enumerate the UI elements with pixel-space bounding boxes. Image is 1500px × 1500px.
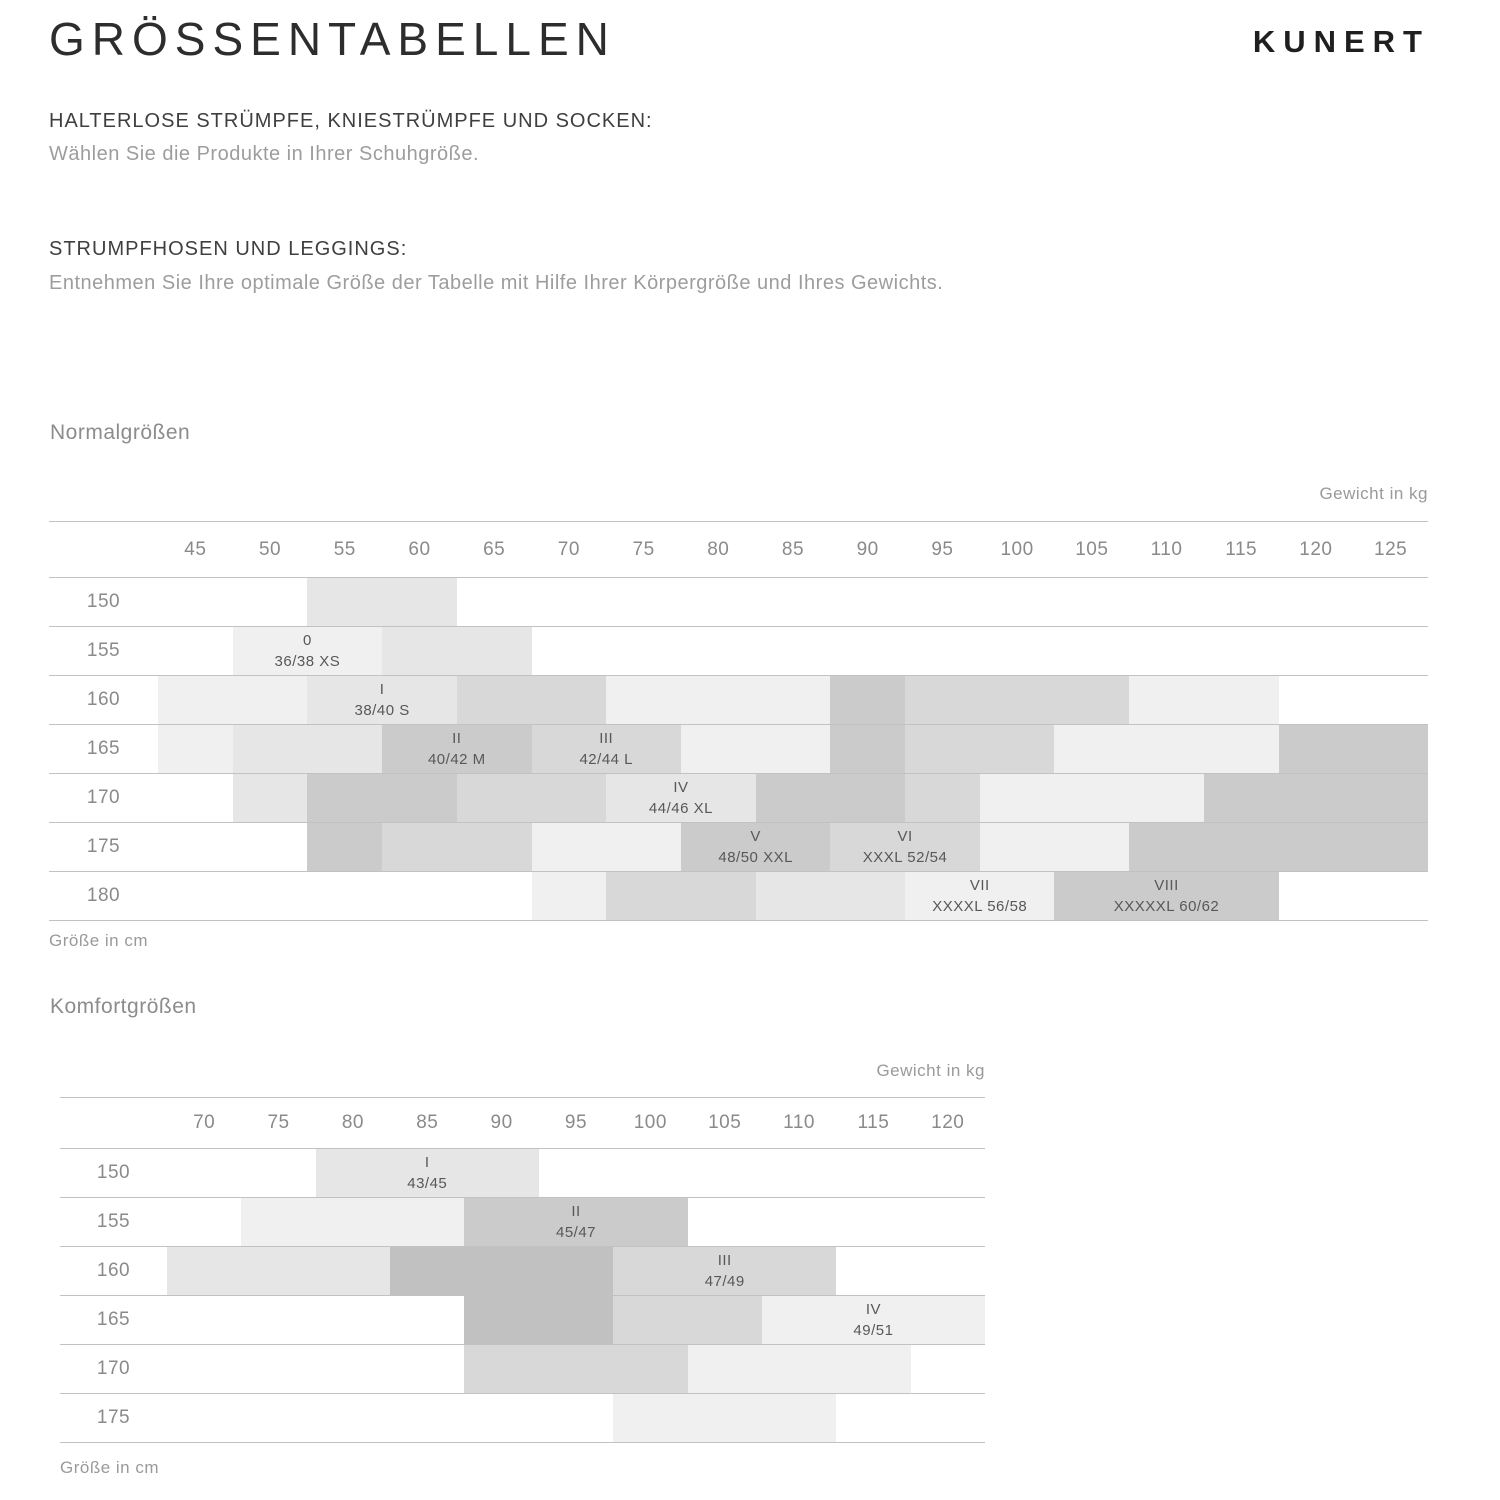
table-cell [532, 578, 607, 626]
table-cell [539, 1394, 613, 1442]
weight-tick: 50 [258, 538, 282, 560]
table-cell [464, 1296, 538, 1344]
weight-tick: 115 [857, 1112, 890, 1133]
table-cell [980, 823, 1055, 871]
height-row-header: 155 [96, 1211, 131, 1232]
section-heading-socks: HALTERLOSE STRÜMPFE, KNIESTRÜMPFE UND SOCKEN: [49, 110, 653, 132]
table-cell [158, 823, 233, 871]
table-cell [911, 1149, 985, 1197]
table-cell [606, 872, 681, 920]
table-cell [836, 1198, 910, 1246]
column-header-row [49, 522, 1428, 578]
size-label: 0 36/38 XS [274, 632, 341, 670]
weight-tick: 95 [564, 1112, 588, 1133]
table-cell [316, 1198, 390, 1246]
table-cell [390, 1198, 464, 1246]
height-row-header: 150 [86, 591, 121, 612]
table-cell [1279, 676, 1354, 724]
chart-title-normalgroessen: Normalgrößen [50, 421, 191, 444]
table-cell [1353, 676, 1428, 724]
weight-tick: 120 [1299, 538, 1333, 560]
table-cell [1353, 725, 1428, 773]
table-cell [307, 578, 382, 626]
table-cell [681, 627, 756, 675]
table-cell [613, 1296, 687, 1344]
table-cell [457, 872, 532, 920]
table-cell [681, 578, 756, 626]
table-cell [606, 676, 681, 724]
table-cell [1204, 578, 1279, 626]
table-cell [830, 725, 905, 773]
table-cell [613, 1149, 687, 1197]
table-cell [464, 1394, 538, 1442]
weight-axis-label: Gewicht in kg [876, 1061, 985, 1080]
table-cell [1279, 578, 1354, 626]
table-cell [606, 823, 681, 871]
table-cell [1054, 627, 1129, 675]
table-cell [464, 1149, 538, 1197]
table-cell [158, 774, 233, 822]
weight-tick: 60 [408, 538, 431, 560]
height-row-header: 160 [96, 1260, 131, 1281]
table-cell [905, 676, 980, 724]
table-cell [756, 872, 831, 920]
table-cell [382, 823, 457, 871]
table-cell [1129, 725, 1204, 773]
table-cell [613, 1198, 687, 1246]
table-cell [688, 1296, 762, 1344]
table-cell [681, 725, 756, 773]
table-cell [241, 1247, 315, 1295]
table-cell [539, 1149, 613, 1197]
height-row-header: 150 [96, 1162, 131, 1183]
size-table-normalgroessen [49, 521, 1428, 921]
size-label: VIII XXXXXL 60/62 [1113, 877, 1220, 915]
section-heading-tights: STRUMPFHOSEN UND LEGGINGS: [49, 238, 408, 260]
table-cell [307, 872, 382, 920]
table-row [49, 627, 1428, 676]
table-cell [158, 725, 233, 773]
weight-tick: 80 [707, 538, 730, 560]
weight-tick: 95 [931, 538, 954, 560]
weight-tick: 45 [184, 538, 207, 560]
table-cell [830, 676, 905, 724]
table-cell [1129, 823, 1204, 871]
table-cell [830, 774, 905, 822]
weight-tick: 105 [708, 1112, 742, 1133]
table-cell [1129, 627, 1204, 675]
table-cell [307, 823, 382, 871]
table-cell [316, 1345, 390, 1393]
table-cell [762, 1296, 836, 1344]
table-cell [688, 1149, 762, 1197]
page-title: GRÖSSENTABELLEN [49, 13, 616, 65]
table-cell [167, 1345, 241, 1393]
table-cell [762, 1345, 836, 1393]
table-cell [1353, 872, 1428, 920]
section-body-socks: Wählen Sie die Produkte in Ihrer Schuhgröße. [49, 143, 479, 165]
table-cell [762, 1198, 836, 1246]
weight-tick: 85 [416, 1112, 439, 1133]
size-table-komfortgroessen [60, 1097, 985, 1443]
brand-logo: KUNERT [1252, 24, 1430, 59]
table-cell [1279, 725, 1354, 773]
table-cell [316, 1394, 390, 1442]
table-cell [1353, 823, 1428, 871]
table-cell [762, 1247, 836, 1295]
table-cell [167, 1149, 241, 1197]
table-cell [756, 774, 831, 822]
table-cell [836, 1247, 910, 1295]
table-row [60, 1345, 985, 1394]
height-row-header: 170 [86, 787, 121, 808]
height-row-header: 175 [96, 1407, 131, 1428]
table-cell [457, 578, 532, 626]
table-cell [532, 676, 607, 724]
table-cell [756, 725, 831, 773]
chart-title-komfortgroessen: Komfortgrößen [50, 995, 197, 1018]
table-cell [167, 1394, 241, 1442]
table-row [49, 676, 1428, 725]
table-cell [836, 1394, 910, 1442]
weight-tick: 70 [193, 1112, 216, 1133]
table-cell [1054, 578, 1129, 626]
table-cell [836, 1149, 910, 1197]
table-cell [1054, 774, 1129, 822]
table-cell [382, 774, 457, 822]
table-cell [1129, 676, 1204, 724]
table-cell [1054, 823, 1129, 871]
height-row-header: 155 [86, 640, 121, 661]
table-cell [158, 872, 233, 920]
table-cell [233, 872, 308, 920]
section-body-tights: Entnehmen Sie Ihre optimale Größe der Tabelle mit Hilfe Ihrer Körpergröße und Ihres Gewichts. [49, 272, 944, 294]
table-cell [233, 676, 308, 724]
table-cell [241, 1149, 315, 1197]
table-cell [1353, 774, 1428, 822]
height-axis-label: Größe in cm [49, 931, 149, 950]
table-cell [241, 1198, 315, 1246]
table-cell [382, 872, 457, 920]
weight-tick: 110 [783, 1112, 815, 1133]
table-cell [688, 1198, 762, 1246]
table-cell [158, 676, 233, 724]
table-cell [464, 1247, 538, 1295]
table-cell [1279, 823, 1354, 871]
size-label: III 47/49 [704, 1252, 745, 1290]
table-cell [1204, 774, 1279, 822]
table-cell [911, 1296, 985, 1344]
table-cell [316, 1296, 390, 1344]
table-cell [1279, 774, 1354, 822]
weight-tick: 55 [333, 538, 356, 560]
table-cell [233, 578, 308, 626]
table-cell [233, 823, 308, 871]
table-cell [158, 627, 233, 675]
height-row-header: 165 [86, 738, 121, 759]
table-cell [307, 725, 382, 773]
weight-tick: 125 [1374, 538, 1408, 560]
weight-tick: 100 [1000, 538, 1034, 560]
table-cell [1279, 627, 1354, 675]
table-cell [532, 823, 607, 871]
table-cell [464, 1198, 538, 1246]
table-cell [1054, 676, 1129, 724]
table-row [60, 1247, 985, 1296]
table-row [60, 1296, 985, 1345]
table-cell [390, 1394, 464, 1442]
table-cell [464, 1345, 538, 1393]
table-cell [756, 627, 831, 675]
table-cell [980, 676, 1055, 724]
table-cell [167, 1296, 241, 1344]
table-cell [905, 774, 980, 822]
table-cell [390, 1296, 464, 1344]
weight-tick: 90 [856, 538, 879, 560]
size-label: I 38/40 S [354, 681, 410, 719]
table-cell [911, 1198, 985, 1246]
size-label: II 40/42 M [427, 730, 486, 768]
table-cell [1204, 823, 1279, 871]
size-label: III 42/44 L [579, 730, 634, 768]
table-cell [911, 1394, 985, 1442]
table-cell [158, 578, 233, 626]
height-row-header: 170 [96, 1358, 131, 1379]
table-cell [307, 774, 382, 822]
table-cell [613, 1345, 687, 1393]
table-cell [613, 1394, 687, 1442]
weight-tick: 75 [632, 538, 655, 560]
table-cell [756, 676, 831, 724]
column-header-row [60, 1098, 985, 1149]
size-label: IV 49/51 [853, 1301, 894, 1339]
table-cell [980, 725, 1055, 773]
size-label: I 43/45 [407, 1154, 448, 1192]
height-row-header: 160 [86, 689, 121, 710]
table-cell [836, 1345, 910, 1393]
weight-axis-label: Gewicht in kg [1319, 484, 1428, 503]
table-row [49, 872, 1428, 921]
weight-tick: 90 [490, 1112, 513, 1133]
table-cell [762, 1394, 836, 1442]
table-cell [756, 578, 831, 626]
table-cell [1204, 676, 1279, 724]
table-cell [1353, 578, 1428, 626]
table-cell [539, 1345, 613, 1393]
table-cell [762, 1149, 836, 1197]
table-cell [390, 1247, 464, 1295]
table-row [49, 774, 1428, 823]
table-cell [316, 1247, 390, 1295]
weight-tick: 85 [781, 538, 805, 560]
table-cell [830, 578, 905, 626]
table-cell [241, 1296, 315, 1344]
table-row [60, 1149, 985, 1198]
table-cell [1353, 627, 1428, 675]
height-row-header: 180 [86, 885, 121, 906]
height-row-header: 165 [96, 1309, 131, 1330]
table-cell [316, 1149, 390, 1197]
size-label: VI XXXL 52/54 [862, 828, 948, 866]
table-cell [688, 1394, 762, 1442]
table-cell [539, 1296, 613, 1344]
table-cell [167, 1198, 241, 1246]
table-cell [606, 578, 681, 626]
table-cell [457, 627, 532, 675]
table-cell [681, 872, 756, 920]
table-cell [613, 1247, 687, 1295]
table-cell [532, 774, 607, 822]
table-cell [382, 578, 457, 626]
table-row [49, 823, 1428, 872]
weight-tick: 120 [931, 1112, 965, 1133]
table-cell [980, 578, 1055, 626]
table-row [60, 1198, 985, 1247]
table-cell [905, 578, 980, 626]
weight-tick: 80 [341, 1112, 364, 1133]
weight-tick: 70 [557, 538, 580, 560]
weight-tick: 115 [1225, 538, 1258, 560]
table-cell [233, 774, 308, 822]
weight-tick: 65 [483, 538, 506, 560]
size-label: VII XXXXL 56/58 [932, 877, 1028, 915]
height-axis-label: Größe in cm [60, 1458, 160, 1477]
table-cell [457, 823, 532, 871]
table-cell [167, 1247, 241, 1295]
table-cell [1279, 872, 1354, 920]
table-cell [241, 1345, 315, 1393]
table-cell [980, 627, 1055, 675]
table-cell [1054, 725, 1129, 773]
weight-tick: 100 [633, 1112, 667, 1133]
table-row [49, 578, 1428, 627]
height-row-header: 175 [86, 836, 121, 857]
table-cell [382, 627, 457, 675]
table-cell [980, 774, 1055, 822]
size-label: V 48/50 XXL [718, 828, 793, 866]
weight-tick: 105 [1075, 538, 1109, 560]
table-cell [457, 676, 532, 724]
table-row [60, 1394, 985, 1443]
table-cell [233, 725, 308, 773]
size-label: IV 44/46 XL [648, 779, 713, 817]
table-cell [390, 1345, 464, 1393]
size-label: II 45/47 [555, 1203, 597, 1241]
table-row [49, 725, 1428, 774]
table-cell [606, 627, 681, 675]
table-cell [688, 1345, 762, 1393]
table-cell [457, 774, 532, 822]
table-cell [241, 1394, 315, 1442]
table-cell [830, 872, 905, 920]
table-cell [905, 627, 980, 675]
table-cell [911, 1247, 985, 1295]
table-cell [911, 1345, 985, 1393]
weight-tick: 110 [1150, 538, 1183, 560]
table-cell [532, 627, 607, 675]
table-cell [1129, 578, 1204, 626]
table-cell [830, 627, 905, 675]
table-cell [539, 1247, 613, 1295]
weight-tick: 75 [267, 1112, 290, 1133]
table-cell [532, 872, 607, 920]
table-cell [681, 676, 756, 724]
table-cell [1204, 627, 1279, 675]
table-cell [1204, 725, 1279, 773]
table-cell [905, 725, 980, 773]
table-cell [1129, 774, 1204, 822]
